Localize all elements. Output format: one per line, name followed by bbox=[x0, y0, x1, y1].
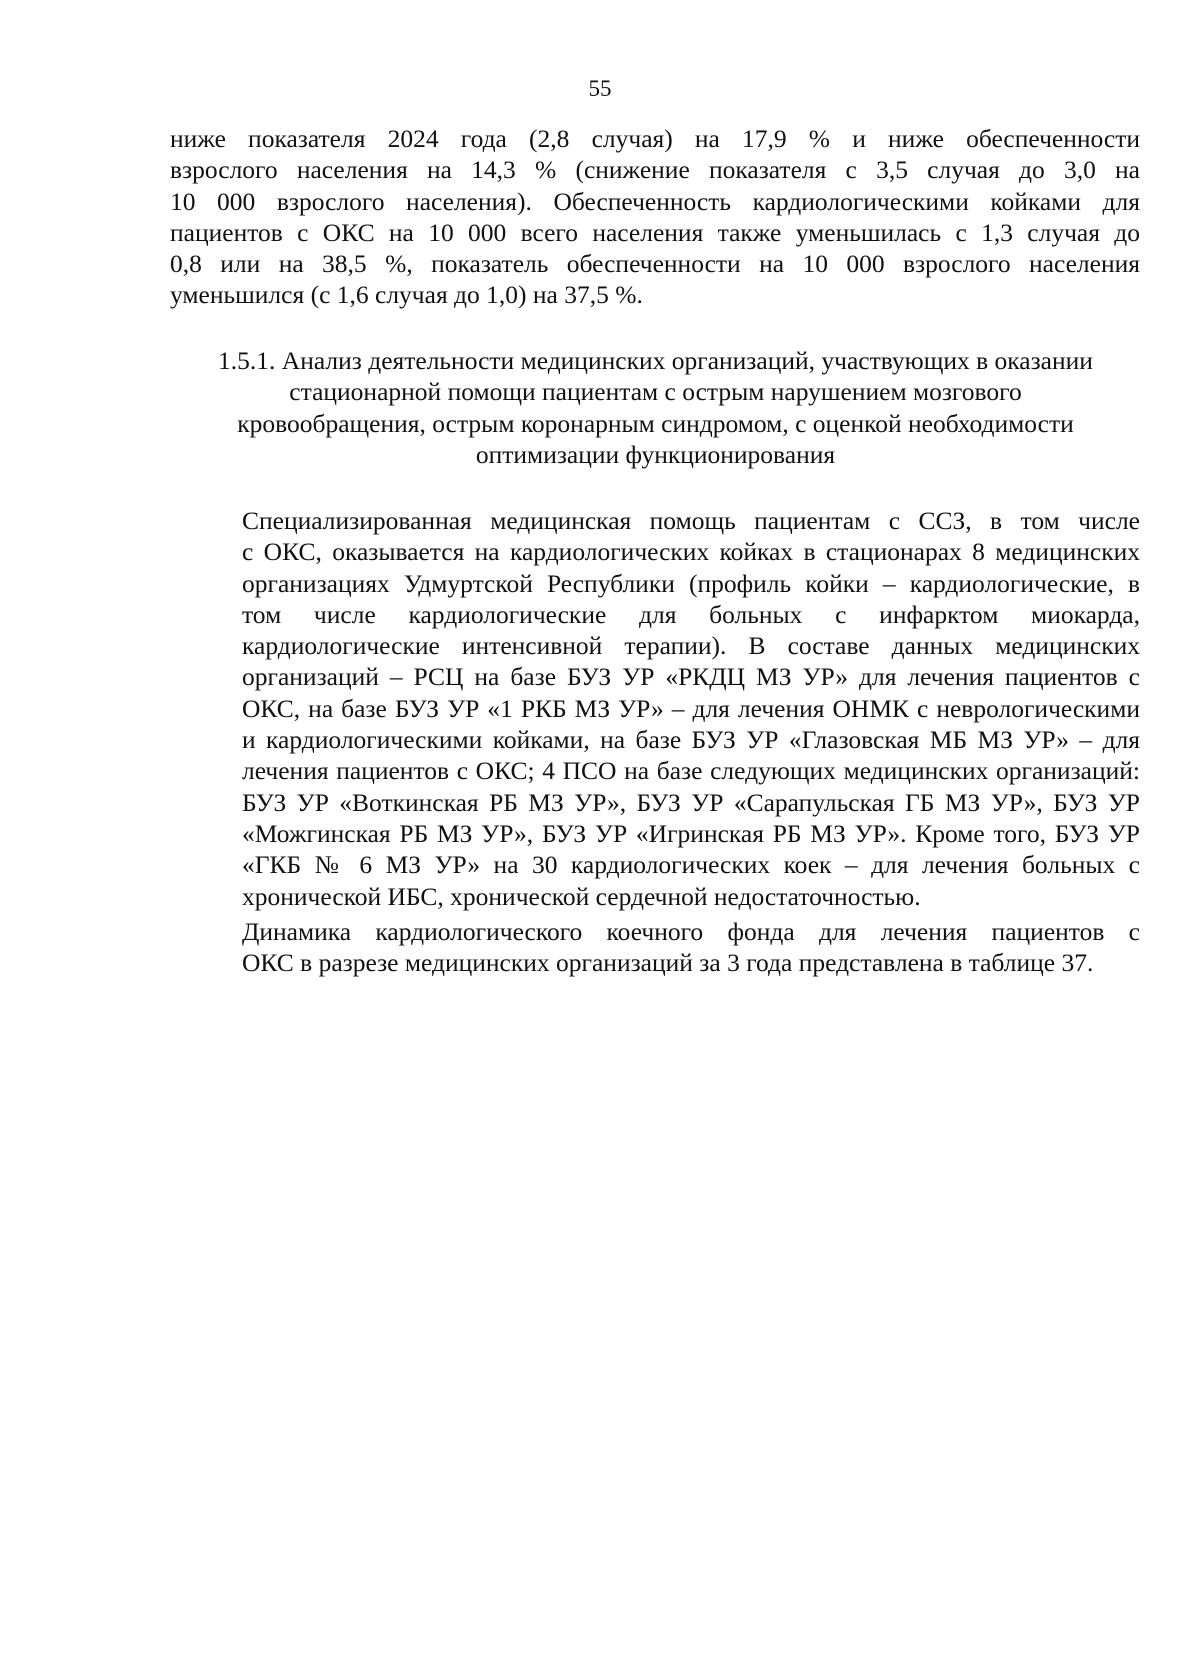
paragraph-1-line: уменьшился (с 1,6 случая до 1,0) на 37,5 %. bbox=[170, 280, 643, 310]
paragraph-2 bbox=[170, 505, 1140, 912]
paragraph-2-line: с ОКС, оказывается на кардиологических койках в стационарах 8 медицинских bbox=[242, 537, 1140, 567]
paragraph-2-line: лечения пациентов с ОКС; 4 ПСО на базе следующих медицинских организаций: bbox=[242, 756, 1140, 786]
paragraph-1-line: 10 000 взрослого населения). Обеспеченность кардиологическими койками для bbox=[170, 186, 1140, 216]
paragraph-1 bbox=[170, 123, 1140, 311]
section-heading-line: 1.5.1. Анализ деятельности медицинских организаций, участвующих в оказании bbox=[218, 346, 1093, 375]
section-heading-line: кровообращения, острым коронарным синдромом, с оценкой необходимости bbox=[237, 408, 1074, 438]
paragraph-2-line: организаций – РСЦ на базе БУЗ УР «РКДЦ МЗ УР» для лечения пациентов с bbox=[242, 662, 1140, 692]
paragraph-3-line: Динамика кардиологического коечного фонда для лечения пациентов с bbox=[242, 917, 1140, 946]
paragraph-3 bbox=[170, 916, 1140, 979]
paragraph-2-line: и кардиологическими койками, на базе БУЗ УР «Глазовская МБ МЗ УР» – для bbox=[242, 725, 1140, 755]
paragraph-2-line: кардиологические интенсивной терапии). В составе данных медицинских bbox=[242, 631, 1140, 661]
paragraph-2-line: хронической ИБС, хронической сердечной недостаточностью. bbox=[242, 881, 921, 911]
paragraph-2-line: Специализированная медицинская помощь пациентам с ССЗ, в том числе bbox=[242, 506, 1140, 535]
page-number: 55 bbox=[588, 76, 612, 101]
paragraph-1-line: ниже показателя 2024 года (2,8 случая) на 17,9 % и ниже обеспеченности bbox=[170, 124, 1140, 153]
paragraph-3-line: ОКС в разрезе медицинских организаций за 3 года представлена в таблице 37. bbox=[242, 948, 1094, 978]
section-heading bbox=[168, 345, 1143, 470]
paragraph-1-line: 0,8 или на 38,5 %, показатель обеспеченности на 10 000 взрослого населения bbox=[170, 249, 1140, 279]
paragraph-2-line: том числе кардиологические для больных с инфарктом миокарда, bbox=[242, 599, 1140, 629]
paragraph-2-line: БУЗ УР «Воткинская РБ МЗ УР», БУЗ УР «Сарапульская ГБ МЗ УР», БУЗ УР bbox=[242, 787, 1140, 817]
paragraph-2-line: «Можгинская РБ МЗ УР», БУЗ УР «Игринская РБ МЗ УР». Кроме того, БУЗ УР bbox=[242, 818, 1140, 848]
section-heading-line: стационарной помощи пациентам с острым нарушением мозгового bbox=[289, 377, 1022, 407]
section-heading-line: оптимизации функционирования bbox=[475, 439, 836, 469]
paragraph-1-line: взрослого населения на 14,3 % (снижение показателя с 3,5 случая до 3,0 на bbox=[170, 155, 1140, 185]
paragraph-1-line: пациентов с ОКС на 10 000 всего населения также уменьшилась с 1,3 случая до bbox=[170, 217, 1140, 247]
paragraph-2-line: ОКС, на базе БУЗ УР «1 РКБ МЗ УР» – для лечения ОНМК с неврологическими bbox=[242, 693, 1140, 723]
paragraph-2-line: «ГКБ № 6 МЗ УР» на 30 кардиологических коек – для лечения больных с bbox=[242, 850, 1140, 880]
paragraph-2-line: организациях Удмуртской Республики (профиль койки – кардиологические, в bbox=[242, 568, 1140, 598]
